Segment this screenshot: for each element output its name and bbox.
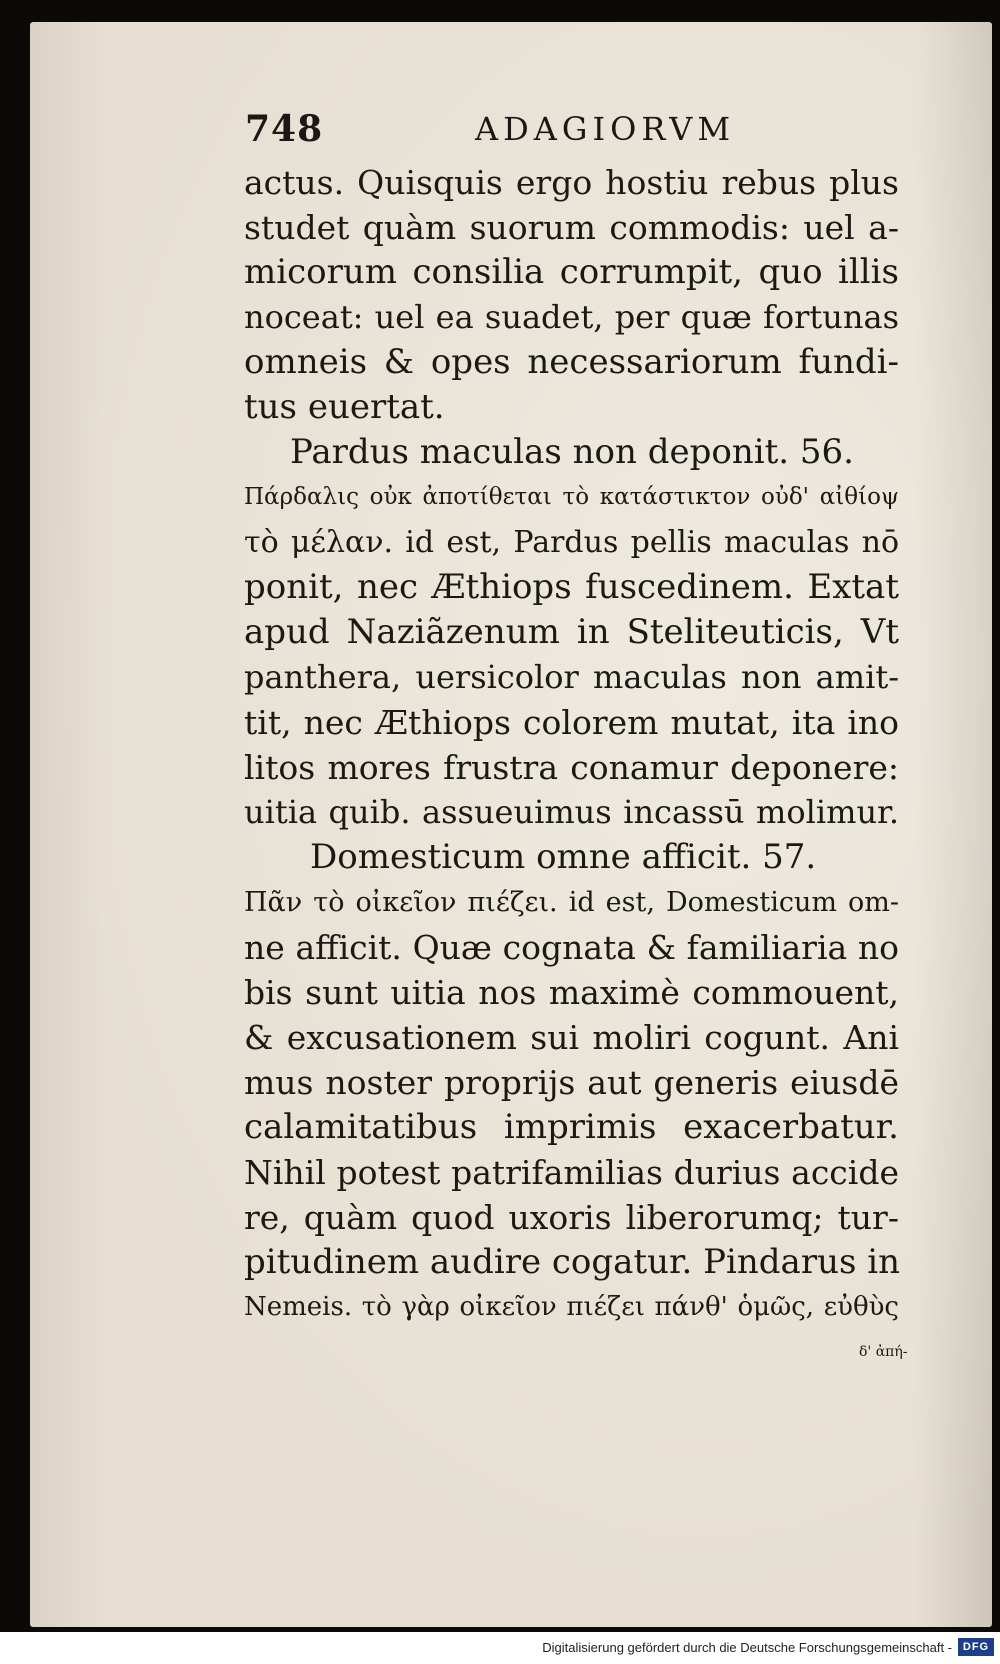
running-title: ADAGIORVM — [475, 110, 736, 148]
funding-credit: Digitalisierung gefördert durch die Deutsche Forschungsgemeinschaft - — [542, 1640, 952, 1655]
catchword: δ' ἀπή- — [859, 1344, 908, 1360]
text-line: actus. Quisquis ergo hostiu rebus plus — [244, 163, 899, 202]
digitization-footer — [0, 1632, 1000, 1664]
greek-text-line: Πάρδαλις οὐκ ἀποτίθεται τὸ κατάστικτον οὐδ' αἰθίοψ — [244, 484, 899, 510]
text-line: re, quàm quod uxoris liberorumq; tur- — [244, 1198, 899, 1237]
text-line: ne afficit. Quæ cognata & familiaria no — [244, 928, 899, 967]
text-line: apud Naziãzenum in Steliteuticis, Vt — [244, 612, 899, 652]
text-line: panthera, uersicolor maculas non amit- — [244, 658, 899, 696]
text-line: noceat: uel ea suadet, per quæ fortunas — [244, 298, 899, 336]
text-line: uitia quib. assueuimus incassū molimur. — [244, 793, 899, 831]
greek-text-line: Nemeis. τὸ γὰρ οἰκεῖον πιέζει πάνθ' ὁμῶς, εὐθὺς — [244, 1292, 899, 1322]
text-block — [244, 160, 908, 1375]
adage-heading-57: Domesticum omne afficit. 57. — [310, 837, 817, 877]
adage-heading-56: Pardus maculas non deponit. 56. — [290, 432, 854, 472]
greek-text-line: Πᾶν τὸ οἰκεῖον πιέζει. id est, Domesticum om- — [244, 887, 899, 918]
page-number: 748 — [245, 108, 324, 150]
text-line: mus noster proprijs aut generis eiusdē — [244, 1063, 899, 1102]
running-head — [245, 108, 805, 158]
text-line: ponit, nec Æthiops fuscedinem. Extat — [244, 567, 899, 607]
text-line: omneis & opes necessariorum fundi- — [244, 342, 899, 382]
text-line: studet quàm suorum commodis: uel a- — [244, 208, 899, 247]
text-line: & excusationem sui moliri cogunt. Ani — [244, 1018, 899, 1057]
text-line: micorum consilia corrumpit, quo illis — [244, 252, 899, 292]
text-line: litos mores frustra conamur deponere: — [244, 748, 899, 787]
text-line: tit, nec Æthiops colorem mutat, ita ino — [244, 703, 899, 742]
text-line: τὸ μέλαν. id est, Pardus pellis maculas nō — [244, 525, 899, 560]
text-line: pitudinem audire cogatur. Pindarus in — [244, 1242, 900, 1282]
text-line: Nihil potest patrifamilias durius accide — [244, 1153, 899, 1192]
text-line: calamitatibus imprimis exacerbatur. — [244, 1107, 899, 1147]
text-line: bis sunt uitia nos maximè commouent, — [244, 973, 899, 1012]
text-line: tus euertat. — [244, 387, 445, 427]
dfg-logo: DFG — [958, 1638, 994, 1656]
